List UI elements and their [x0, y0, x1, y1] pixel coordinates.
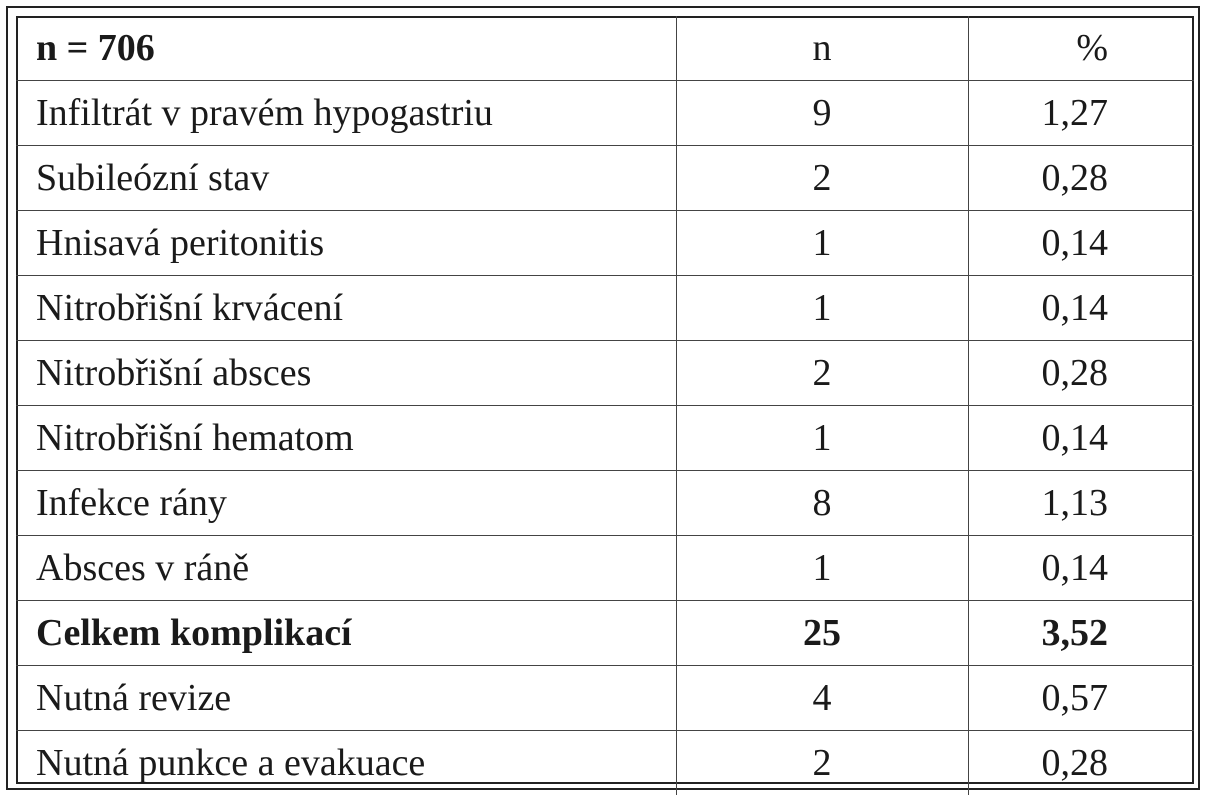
- table-row: [16, 731, 1194, 796]
- table-row: [16, 211, 1194, 276]
- row-count: 4: [676, 666, 968, 731]
- table-total-row: [16, 601, 1194, 666]
- row-count: 1: [676, 211, 968, 276]
- table-row: [16, 406, 1194, 471]
- row-label: Nitrobřišní krvácení: [16, 276, 676, 341]
- row-percent: 0,14: [968, 406, 1194, 471]
- row-percent: 3,52: [968, 601, 1194, 666]
- row-count: 25: [676, 601, 968, 666]
- table-row: [16, 81, 1194, 146]
- row-count: 2: [676, 146, 968, 211]
- row-percent: 0,14: [968, 211, 1194, 276]
- row-label: Absces v ráně: [16, 536, 676, 601]
- row-label: Subileózní stav: [16, 146, 676, 211]
- row-label: Nitrobřišní hematom: [16, 406, 676, 471]
- table-row: [16, 341, 1194, 406]
- complications-table: [16, 16, 1194, 795]
- row-count: 1: [676, 406, 968, 471]
- row-percent: 1,27: [968, 81, 1194, 146]
- row-count: 1: [676, 536, 968, 601]
- row-percent: 0,14: [968, 276, 1194, 341]
- table-row: [16, 276, 1194, 341]
- row-percent: 0,28: [968, 731, 1194, 796]
- table-row: [16, 146, 1194, 211]
- row-label: Hnisavá peritonitis: [16, 211, 676, 276]
- row-label: Infiltrát v pravém hypogastriu: [16, 81, 676, 146]
- table-header-row: [16, 16, 1194, 81]
- table-row: [16, 536, 1194, 601]
- row-count: 9: [676, 81, 968, 146]
- row-count: 2: [676, 731, 968, 796]
- row-percent: 1,13: [968, 471, 1194, 536]
- row-label: Infekce rány: [16, 471, 676, 536]
- row-percent: 0,14: [968, 536, 1194, 601]
- row-label: Nutná revize: [16, 666, 676, 731]
- row-percent: 0,57: [968, 666, 1194, 731]
- table-row: [16, 471, 1194, 536]
- row-count: 2: [676, 341, 968, 406]
- row-label: Nutná punkce a evakuace: [16, 731, 676, 796]
- row-count: 8: [676, 471, 968, 536]
- row-percent: 0,28: [968, 341, 1194, 406]
- table-row: [16, 666, 1194, 731]
- header-cohort-size: n = 706: [36, 27, 155, 69]
- row-percent: 0,28: [968, 146, 1194, 211]
- row-label: Celkem komplikací: [16, 601, 676, 666]
- row-label: Nitrobřišní absces: [16, 341, 676, 406]
- header-percent: %: [1076, 27, 1108, 69]
- row-count: 1: [676, 276, 968, 341]
- header-n: n: [676, 16, 968, 81]
